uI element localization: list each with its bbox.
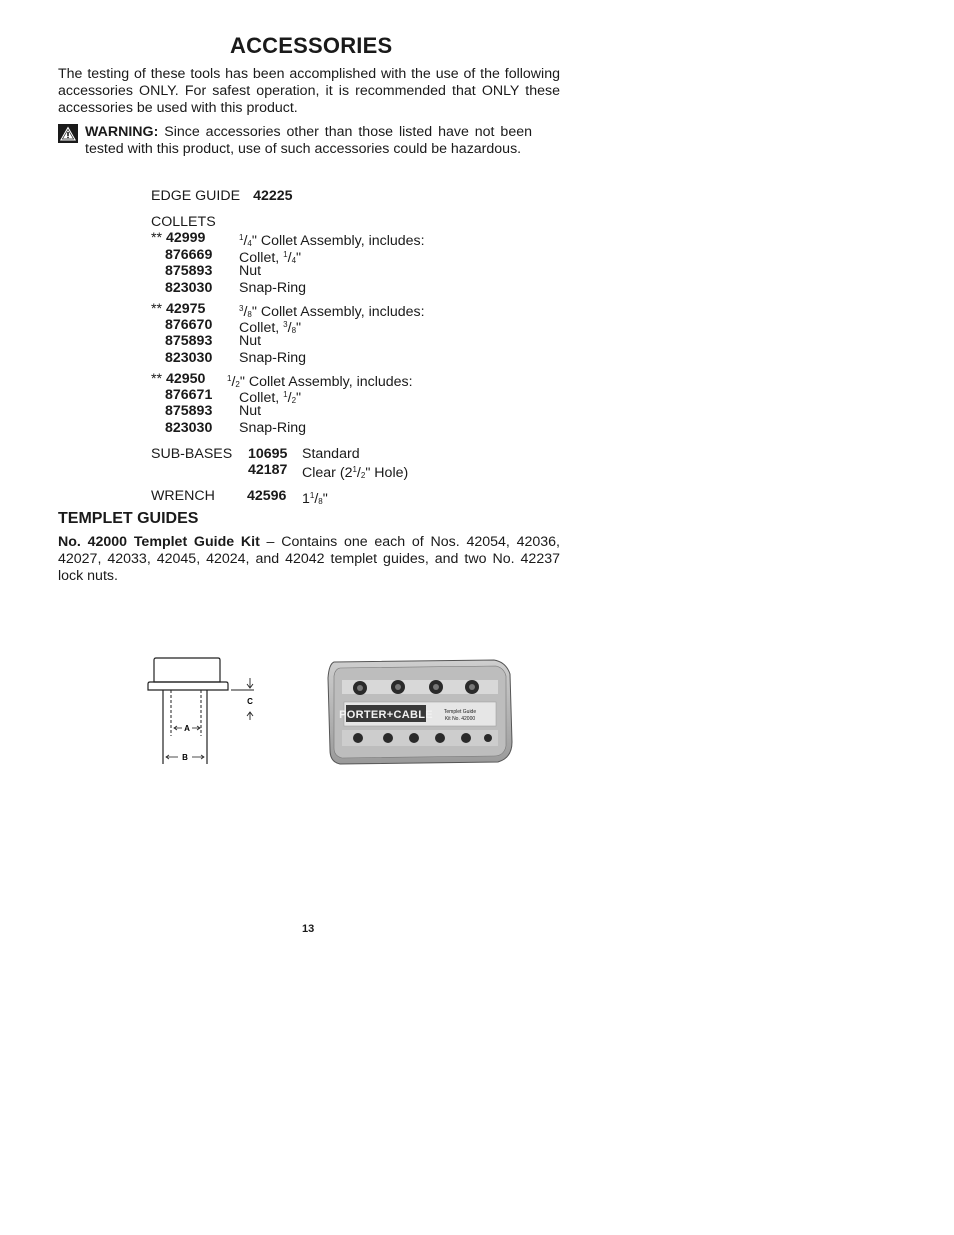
part-number: 876670 [165,317,213,333]
part-number: 875893 [165,333,213,349]
frac-num: 3 [283,320,288,329]
collet-prefix: ** [151,230,163,246]
frac-den: 4 [291,256,297,265]
frac-den: 8 [318,497,323,506]
frac-num: 1 [283,390,288,399]
part-number: 875893 [165,403,213,419]
edge-guide-label: EDGE GUIDE [151,188,241,204]
frac-num: 1 [352,465,357,474]
collet-assembly-text: " Collet Assembly, includes: [239,374,413,390]
photo-brand-text: PORTER+CABLE [339,709,433,721]
part-desc: Snap-Ring [239,280,307,296]
frac-num: 1 [309,491,315,500]
part-suffix: " [296,320,302,336]
intro-paragraph: The testing of these tools has been accomplished with the use of the following accessories ONLY. For safest operation, it is recommended that ONLY these accessories be used with this product. [58,66,560,116]
part-number: 876669 [165,247,213,263]
sub-base-text-end: " Hole) [365,465,409,481]
collets-label: COLLETS [151,214,216,230]
frac-num: 1 [283,250,288,259]
sub-base-desc: Standard [302,446,360,462]
collet-assembly-desc: $^3/_8$" Collet Assembly, includes: [239,304,425,320]
dimension-label-c: C [247,697,253,706]
collet-assembly-number: 42950 [166,371,206,387]
frac-den: 2 [360,471,366,480]
wrench-label: WRENCH [151,488,215,504]
sub-base-text: Clear (2 [302,465,353,481]
warning-text: Since accessories other than those listed have not been tested with this product, use of such accessories could be hazardous. [85,124,532,157]
collet-assembly-text: " Collet Assembly, includes: [251,233,425,249]
sub-base-desc: Clear ($2^1/_2$" Hole) [302,465,409,481]
part-desc: Snap-Ring [239,350,307,366]
collet-prefix: ** [151,371,163,387]
collet-assembly-number: 42975 [166,301,206,317]
frac-num: 1 [227,374,232,383]
collet-assembly-desc: $^1/_2$" Collet Assembly, includes: [227,374,413,390]
part-number: 876671 [165,387,213,403]
wrench-suffix: " [322,491,328,507]
wrench-number: 42596 [247,488,287,504]
templet-guide-kit-photo [326,658,516,766]
frac-den: 8 [291,326,297,335]
templet-kit-paragraph [58,534,560,585]
frac-num: 1 [239,233,244,242]
templet-guide-diagram [144,656,262,768]
warning-triangle-icon [58,124,78,143]
part-text: Collet, [239,320,284,336]
dimension-label-b: B [182,753,188,762]
warning-paragraph [85,124,532,158]
dimension-label-a: A [184,724,190,733]
collet-assembly-row [151,371,205,388]
frac-den: 8 [247,310,252,319]
page-number: 13 [302,923,315,935]
collet-assembly-number: 42999 [166,230,206,246]
part-number: 823030 [165,350,213,366]
frac-den: 2 [291,396,297,405]
page-title: ACCESSORIES [230,33,393,58]
part-desc: Nut [239,403,262,419]
part-desc: Nut [239,333,262,349]
wrench-size: $1^1/_8$" [302,491,328,507]
photo-caption-line1: Templet Guide [443,709,477,715]
part-suffix: " [296,250,302,266]
part-text: Collet, [239,250,284,266]
part-desc: Snap-Ring [239,420,307,436]
part-desc: Nut [239,263,262,279]
collet-prefix: ** [151,301,163,317]
collet-assembly-desc: $^1/_4$" Collet Assembly, includes: [239,233,425,249]
part-number: 875893 [165,263,213,279]
warning-label: WARNING: [85,124,159,140]
sub-base-number: 10695 [248,446,288,462]
kit-label: No. 42000 Templet Guide Kit [58,534,260,550]
part-suffix: " [296,390,302,406]
frac-num: 3 [239,304,244,313]
wrench-size-whole: 1 [302,491,310,507]
part-desc: Collet, $^1/_4$" [239,250,302,266]
part-number: 823030 [165,280,213,296]
templet-guides-heading: TEMPLET GUIDES [58,510,199,527]
collet-assembly-text: " Collet Assembly, includes: [251,304,425,320]
edge-guide-row [151,188,293,205]
part-number: 823030 [165,420,213,436]
sub-base-number: 42187 [248,462,288,478]
frac-den: 2 [235,380,240,389]
sub-bases-label: SUB-BASES [151,446,233,462]
part-text: Collet, [239,390,284,406]
photo-caption-line2: Kit No. 42000 [444,716,476,722]
collet-assembly-row [151,230,205,247]
collet-assembly-row [151,301,205,318]
kit-text: – Contains one each of Nos. 42054, 42036, 42027, 42033, 42045, 42024, and 42042 templet guides, and two No. 42237 lock nuts. [58,534,560,584]
edge-guide-number: 42225 [253,188,293,204]
frac-den: 4 [247,239,252,248]
part-desc: Collet, $^1/_2$" [239,390,302,406]
part-desc: Collet, $^3/_8$" [239,320,302,336]
